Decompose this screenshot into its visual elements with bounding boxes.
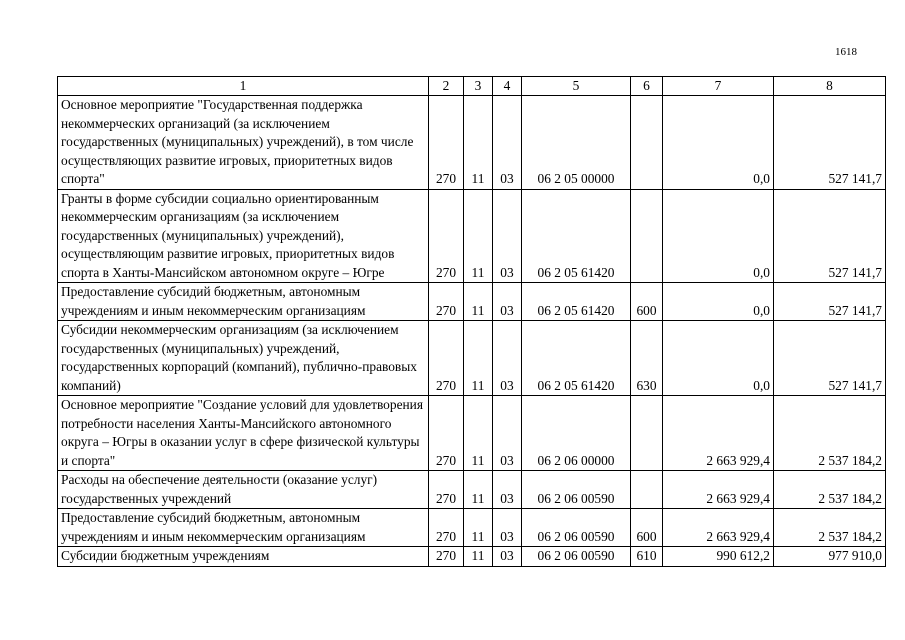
row-section-code: 11 (464, 321, 493, 396)
table-row (58, 321, 886, 396)
row-target-code: 06 2 05 61420 (522, 283, 631, 321)
row-subsection-code: 03 (493, 189, 522, 283)
row-expense-type (631, 396, 663, 471)
table-row (58, 189, 886, 283)
row-ministry-code: 270 (429, 283, 464, 321)
row-section-code: 11 (464, 509, 493, 547)
row-expense-type: 630 (631, 321, 663, 396)
row-subsection-code: 03 (493, 509, 522, 547)
row-section-code: 11 (464, 283, 493, 321)
row-amount-1: 0,0 (663, 321, 774, 396)
table-row (58, 96, 886, 190)
row-amount-2: 527 141,7 (774, 283, 886, 321)
row-subsection-code: 03 (493, 471, 522, 509)
table-row (58, 547, 886, 567)
row-target-code: 06 2 05 61420 (522, 321, 631, 396)
row-section-code: 11 (464, 189, 493, 283)
row-amount-2: 2 537 184,2 (774, 509, 886, 547)
row-target-code: 06 2 05 00000 (522, 96, 631, 190)
row-ministry-code: 270 (429, 321, 464, 396)
row-name: Предоставление субсидий бюджетным, автономным учреждениям и иным некоммерческим организациям (58, 283, 429, 321)
page-number: 1618 (835, 46, 857, 58)
row-target-code: 06 2 06 00590 (522, 471, 631, 509)
header-col-7: 7 (663, 77, 774, 96)
row-name: Основное мероприятие "Государственная поддержка некоммерческих организаций (за исключением государственных (муниципальных) учреждений), в том числе осуществляющих развитие игровых, приоритетных видов спорта" (58, 96, 429, 190)
row-name: Субсидии бюджетным учреждениям (58, 547, 429, 567)
table-row (58, 396, 886, 471)
row-section-code: 11 (464, 547, 493, 567)
row-ministry-code: 270 (429, 509, 464, 547)
row-name: Предоставление субсидий бюджетным, автономным учреждениям и иным некоммерческим организациям (58, 509, 429, 547)
budget-table (57, 76, 886, 567)
table-row (58, 471, 886, 509)
table-row (58, 509, 886, 547)
row-name: Основное мероприятие "Создание условий для удовлетворения потребности населения Ханты-Мансийского автономного округа – Югры в оказании услуг в сфере физической культуры и спорта" (58, 396, 429, 471)
header-col-4: 4 (493, 77, 522, 96)
row-expense-type (631, 471, 663, 509)
row-amount-2: 977 910,0 (774, 547, 886, 567)
header-col-6: 6 (631, 77, 663, 96)
row-amount-2: 527 141,7 (774, 189, 886, 283)
row-subsection-code: 03 (493, 96, 522, 190)
row-name: Субсидии некоммерческим организациям (за исключением государственных (муниципальных) учреждений, государственных корпораций (компаний), публично-правовых компаний) (58, 321, 429, 396)
row-ministry-code: 270 (429, 96, 464, 190)
row-amount-1: 2 663 929,4 (663, 396, 774, 471)
row-name: Гранты в форме субсидии социально ориентированным некоммерческим организациям (за исключением государственных (муниципальных) учреждений), осуществляющим развитие игровых, приоритетных видов спорта в Ханты-Мансийском автономном округе – Югре (58, 189, 429, 283)
row-expense-type (631, 189, 663, 283)
row-amount-1: 0,0 (663, 189, 774, 283)
table-row (58, 283, 886, 321)
row-section-code: 11 (464, 471, 493, 509)
row-expense-type: 610 (631, 547, 663, 567)
row-subsection-code: 03 (493, 396, 522, 471)
header-col-3: 3 (464, 77, 493, 96)
row-name: Расходы на обеспечение деятельности (оказание услуг) государственных учреждений (58, 471, 429, 509)
header-col-8: 8 (774, 77, 886, 96)
row-amount-2: 2 537 184,2 (774, 396, 886, 471)
row-subsection-code: 03 (493, 283, 522, 321)
row-expense-type: 600 (631, 509, 663, 547)
row-target-code: 06 2 05 61420 (522, 189, 631, 283)
row-amount-2: 527 141,7 (774, 96, 886, 190)
row-expense-type (631, 96, 663, 190)
row-amount-1: 990 612,2 (663, 547, 774, 567)
row-ministry-code: 270 (429, 189, 464, 283)
row-section-code: 11 (464, 96, 493, 190)
header-col-1: 1 (58, 77, 429, 96)
row-amount-1: 0,0 (663, 283, 774, 321)
row-ministry-code: 270 (429, 396, 464, 471)
row-subsection-code: 03 (493, 321, 522, 396)
row-amount-1: 2 663 929,4 (663, 509, 774, 547)
row-ministry-code: 270 (429, 471, 464, 509)
row-section-code: 11 (464, 396, 493, 471)
row-amount-1: 0,0 (663, 96, 774, 190)
header-col-2: 2 (429, 77, 464, 96)
row-amount-2: 2 537 184,2 (774, 471, 886, 509)
header-col-5: 5 (522, 77, 631, 96)
row-target-code: 06 2 06 00000 (522, 396, 631, 471)
row-amount-1: 2 663 929,4 (663, 471, 774, 509)
row-ministry-code: 270 (429, 547, 464, 567)
row-target-code: 06 2 06 00590 (522, 509, 631, 547)
row-expense-type: 600 (631, 283, 663, 321)
header-row (58, 77, 886, 96)
row-amount-2: 527 141,7 (774, 321, 886, 396)
row-target-code: 06 2 06 00590 (522, 547, 631, 567)
row-subsection-code: 03 (493, 547, 522, 567)
